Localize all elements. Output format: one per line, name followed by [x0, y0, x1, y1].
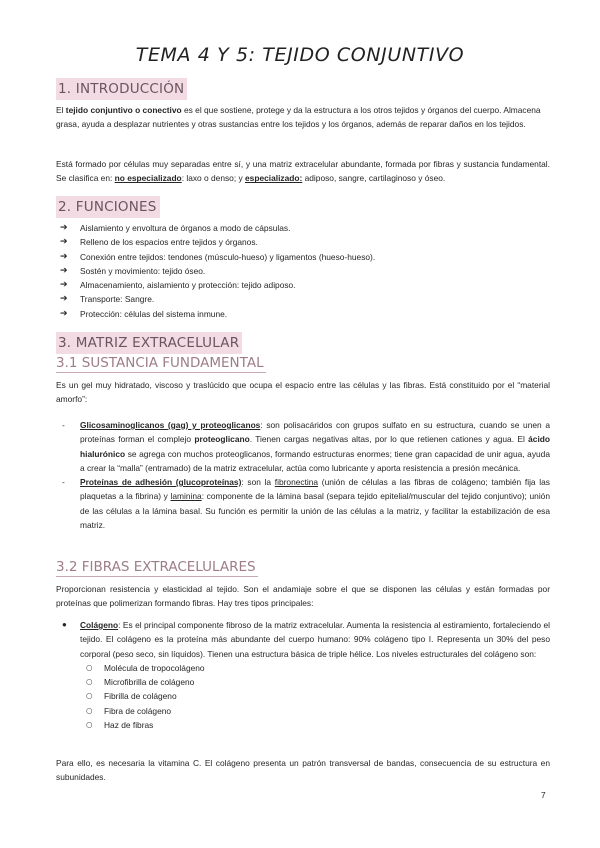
arrow-icon: ➔ [60, 294, 68, 305]
heading-matriz-extracelular: 3. MATRIZ EXTRACELULAR [56, 332, 242, 354]
list-item [80, 689, 550, 703]
text: : laxo o denso; y [181, 173, 246, 184]
list-item-text: Sostén y movimiento: tejido óseo. [80, 265, 206, 276]
sustancia-list [56, 418, 550, 532]
intro-paragraph-2 [56, 157, 550, 186]
term-colageno: Colágeno [80, 620, 119, 630]
arrow-icon: ➔ [60, 251, 68, 262]
list-item [60, 250, 540, 264]
text: (unión de células a las fibras de colágeno; también fija las plaquetas a la fibrina) y [80, 477, 550, 502]
heading-introduccion: 1. INTRODUCCIÓN [56, 78, 187, 100]
page-number: 7 [541, 790, 546, 800]
list-item-text: Fibrilla de colágeno [104, 691, 177, 702]
circle-bullet-icon: ○ [86, 677, 93, 687]
heading-fibras-extracelulares: 3.2 FIBRAS EXTRACELULARES [56, 559, 256, 575]
term-especializado: especializado: [245, 173, 303, 184]
circle-bullet-icon: ○ [86, 705, 93, 715]
page-title: TEMA 4 Y 5: TEJIDO CONJUNTIVO [135, 44, 465, 66]
fibras-intro: Proporcionan resistencia y elasticidad al tejido. Son el andamiaje sobre el que se disponen las células y están formadas por proteínas que polimerizan formando fibras. Hay tres tipos principales: [56, 584, 550, 609]
arrow-icon: ➔ [60, 237, 68, 248]
list-item-text: Transporte: Sangre. [80, 294, 155, 305]
text: : componente de la lámina basal (separa tejido epitelial/muscular del tejido conjuntivo); unión de las células a la lámina basal. Su función es permitir la unión de las células a la matriz, y facilitar la estabilización de esa matriz. [80, 491, 550, 531]
text: El [56, 105, 66, 115]
list-item [60, 307, 540, 321]
list-item [80, 704, 550, 718]
dash-marker: - [62, 477, 65, 488]
list-item [60, 292, 540, 306]
list-item [80, 675, 550, 689]
list-item-text: Conexión entre tejidos: tendones (músculo-hueso) y ligamentos (hueso-hueso). [80, 251, 376, 262]
text: . Tienen cargas negativas altas, por lo que retienen cationes y agua. El [249, 434, 529, 445]
text: : son polisacáridos con grupos sulfato en su estructura, cuando se unen a proteínas forman el complejo [80, 420, 550, 445]
text: es el que sostiene, protege y da la estructura a los otros tejidos y órganos del cuerpo. Almacena grasa, ayuda a desplazar nutrientes y otras sustancias entre los tejidos y los órganos, además de reparar daños en los tejidos. [56, 105, 541, 130]
list-item [60, 278, 540, 292]
arrow-icon: ➔ [60, 265, 68, 276]
funciones-list [60, 221, 540, 321]
list-item-colageno [56, 618, 550, 732]
intro-paragraph-1 [56, 103, 550, 132]
list-item [80, 718, 550, 732]
list-item-adhesion [56, 475, 550, 532]
list-item [60, 264, 540, 278]
text: : son la [241, 477, 275, 488]
text: Está formado por células muy separadas entre sí, y una matriz extracelular abundante, formada por fibras y sustancia fundamental. Se clasifica en: [56, 159, 550, 184]
heading-funciones: 2. FUNCIONES [56, 196, 160, 218]
list-item-text: Aislamiento y envoltura de órganos a modo de cápsulas. [80, 223, 291, 233]
list-item [80, 661, 550, 675]
list-item-text: Relleno de los espacios entre tejidos y órganos. [80, 237, 258, 248]
term-gag: Glicosaminoglicanos (gag) y proteoglicanos [80, 420, 261, 430]
list-item [60, 235, 540, 249]
list-item-text: Microfibrilla de colágeno [104, 677, 195, 688]
list-item-text: Molécula de tropocolágeno [104, 662, 205, 673]
term-tejido-conjuntivo: tejido conjuntivo o conectivo [65, 105, 182, 115]
term-acido-hialuronico: ácido hialurónico [80, 434, 551, 459]
dash-marker: - [62, 420, 65, 430]
list-item-text: Almacenamiento, aislamiento y protección: tejido adiposo. [80, 280, 296, 291]
circle-bullet-icon: ○ [86, 662, 93, 672]
list-item-text: Haz de fibras [104, 720, 154, 731]
circle-bullet-icon: ○ [86, 720, 93, 730]
text: se agrega con muchos proteoglicanos, formando estructuras enormes; tiene gran capacidad de unir agua, ayuda a crear la “malla” (entramado) de la matriz extracelular, actúa como lubricante y aporta resistencia a presión mecánica. [80, 448, 550, 473]
arrow-icon: ➔ [60, 223, 68, 233]
circle-bullet-icon: ○ [86, 691, 93, 701]
arrow-icon: ➔ [60, 280, 68, 291]
list-item-text: Fibra de colágeno [104, 705, 172, 716]
term-laminina: laminina [170, 491, 202, 502]
list-item [60, 221, 540, 235]
list-item-gag [56, 418, 550, 475]
term-proteoglicano: proteoglicano [194, 434, 250, 445]
term-no-especializado: no especializado [114, 173, 182, 184]
text: : Es el principal componente fibroso de la matriz extracelular. Aumenta la resistencia al estiramiento, fortaleciendo el tejido. El colágeno es la proteína más abundante del cuerpo humano: 90% colágeno tipo I. Representa un 30% del peso corporal (peso seco, sin líquidos). Tienen una estructura básica de triple hélice. Los niveles estructurales del colágeno son: [80, 620, 550, 659]
term-proteinas-adhesion: Proteínas de adhesión (glucoproteínas) [80, 477, 242, 488]
text: adiposo, sangre, cartilaginoso y óseo. [302, 173, 446, 184]
heading-sustancia-fundamental: 3.1 SUSTANCIA FUNDAMENTAL [56, 355, 264, 371]
bullet-marker: ● [62, 620, 67, 629]
fibras-outro: Para ello, es necesaria la vitamina C. El colágeno presenta un patrón transversal de bandas, consecuencia de su estructura en subunidades. [56, 758, 550, 783]
fibras-list [56, 618, 550, 732]
term-fibronectina: fibronectina [274, 477, 319, 488]
list-item-text: Protección: células del sistema inmune. [80, 308, 228, 319]
sustancia-intro: Es un gel muy hidratado, viscoso y traslúcido que ocupa el espacio entre las células y las fibras. Está constituido por el “material amorfo”: [56, 380, 550, 405]
colageno-levels-list [80, 661, 550, 732]
arrow-icon: ➔ [60, 308, 68, 319]
